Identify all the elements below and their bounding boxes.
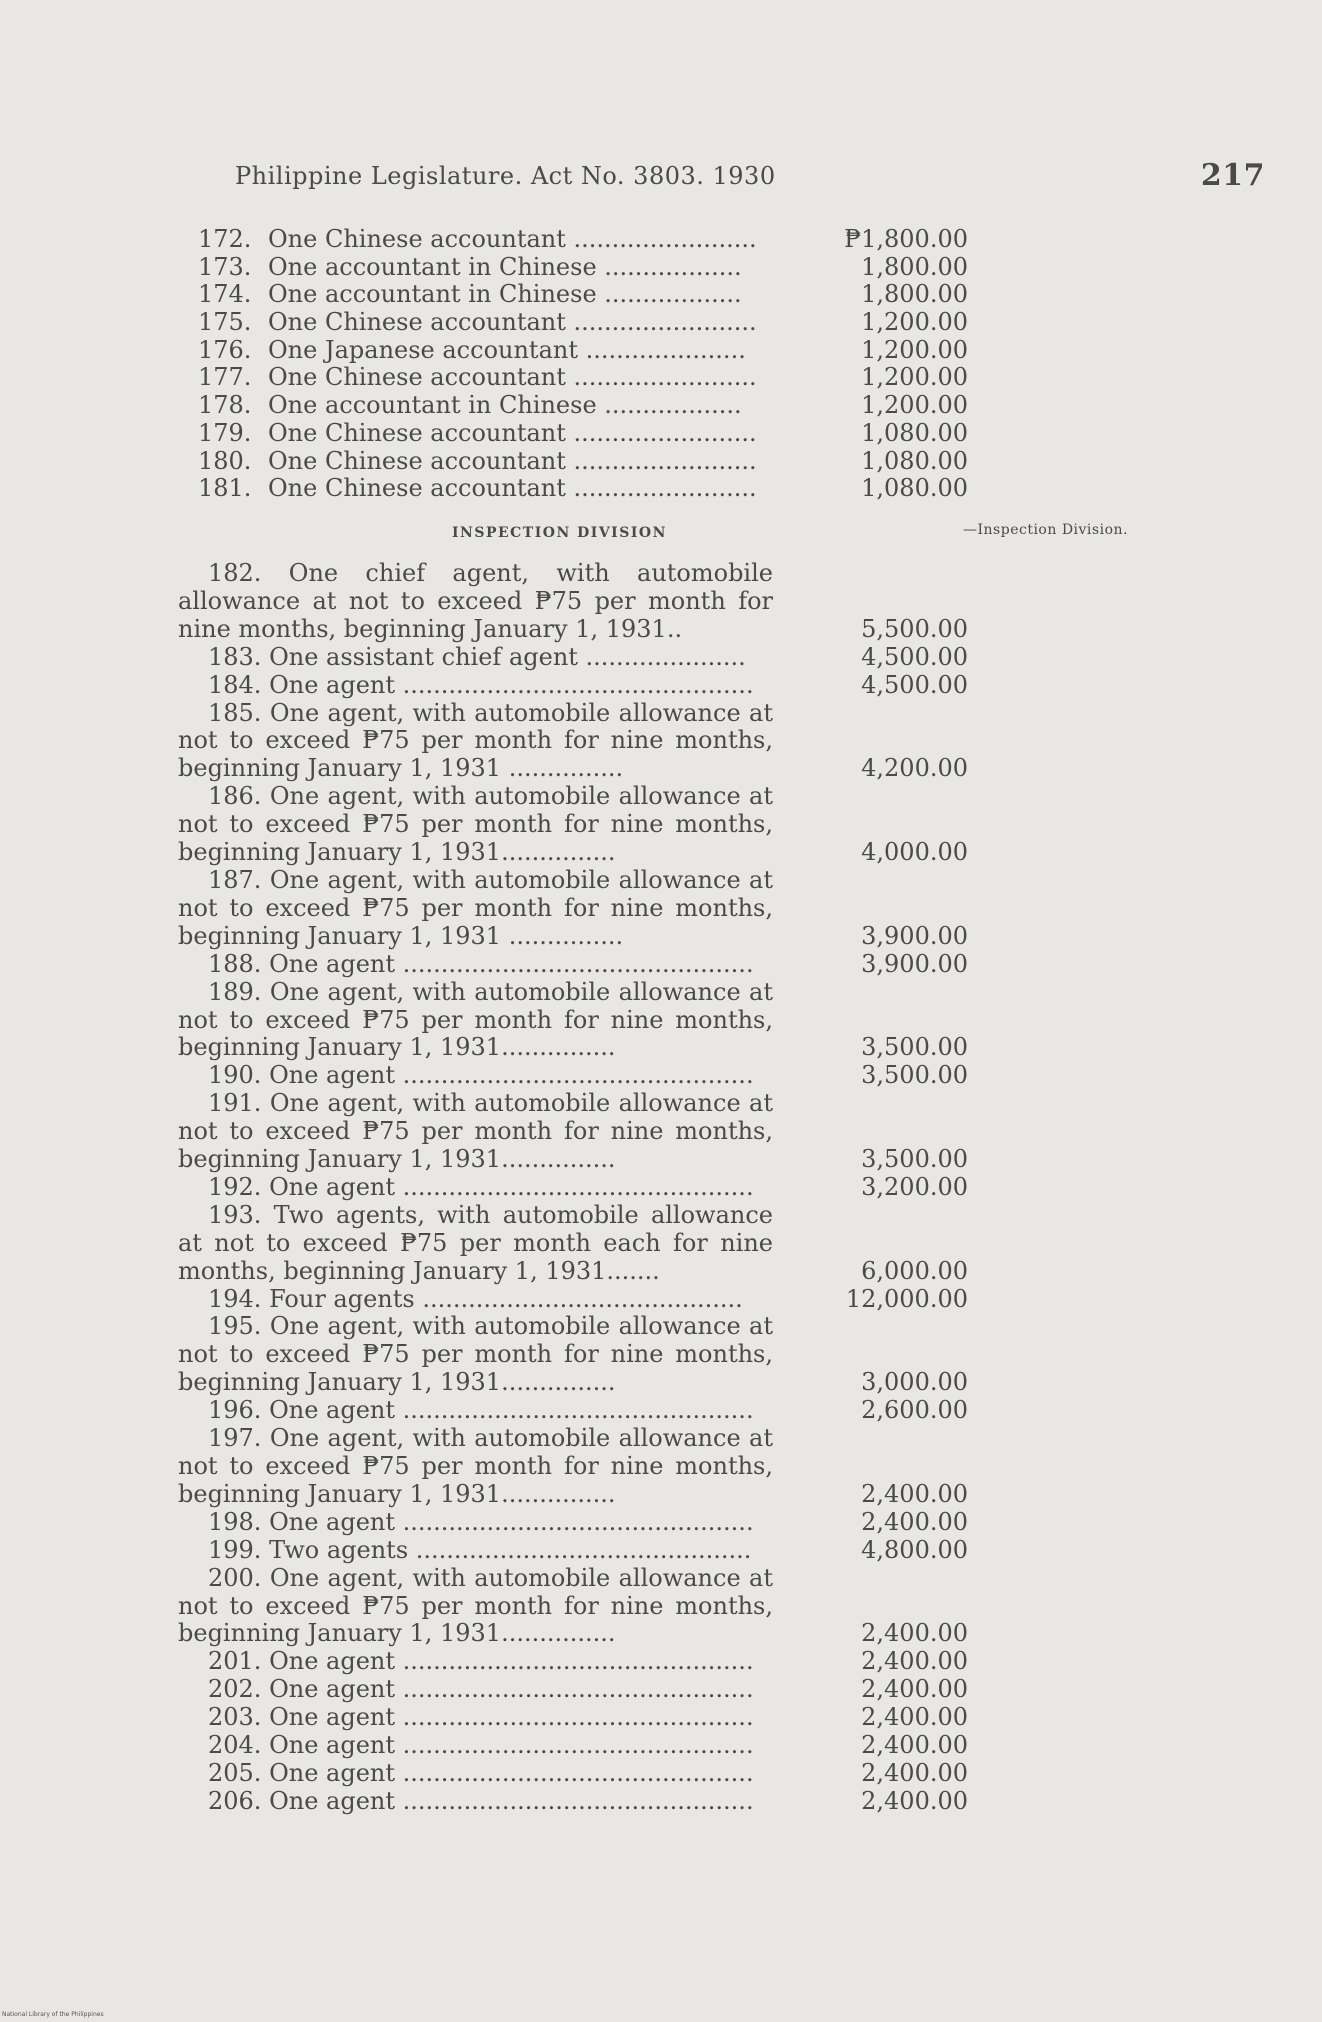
scan-footer: National Library of the Philippines: [2, 2011, 104, 2018]
running-title: Philippine Legislature. Act No. 3803. 1930: [235, 162, 776, 190]
list-item: 179. One Chinese accountant ........................ 1,080.00: [198, 418, 968, 447]
list-item: 201. One agent .............................................. 2,400.00: [208, 1647, 968, 1676]
list-item: 195. One agent, with automobile allowance at not to exceed ₱75 per month for nine months, beginning January 1, 1931............... 3,000.00: [178, 1312, 968, 1397]
list-item: 184. One agent .............................................. 4,500.00: [208, 670, 968, 699]
list-item: 203. One agent .............................................. 2,400.00: [208, 1703, 968, 1732]
list-item: 192. One agent .............................................. 3,200.00: [208, 1172, 968, 1201]
list-item: 193. Two agents, with automobile allowance at not to exceed ₱75 per month each for nine months, beginning January 1, 1931....... 6,000.00: [178, 1200, 968, 1285]
section-heading: INSPECTION DIVISION: [452, 525, 667, 541]
margin-note: —Inspection Division.: [963, 522, 1128, 538]
list-item: 199. Two agents ............................................ 4,800.00: [208, 1535, 968, 1564]
list-item: 177. One Chinese accountant ........................ 1,200.00: [198, 363, 968, 392]
list-item: 206. One agent .............................................. 2,400.00: [208, 1786, 968, 1815]
list-item: 182. One chief agent, with automobile allowance at not to exceed ₱75 per month for nine months, beginning January 1, 1931.. 5,500.00: [178, 559, 968, 643]
accountant-list: [178, 226, 968, 503]
list-item: 178. One accountant in Chinese .................. 1,200.00: [198, 391, 968, 420]
list-item: 200. One agent, with automobile allowance at not to exceed ₱75 per month for nine months, beginning January 1, 1931............... 2,400.00: [178, 1563, 968, 1648]
list-item: 187. One agent, with automobile allowance at not to exceed ₱75 per month for nine months, beginning January 1, 1931 ............... 3,900.00: [178, 865, 968, 950]
list-item: 196. One agent .............................................. 2,600.00: [208, 1396, 968, 1425]
page-header: [235, 158, 1265, 202]
list-item: 205. One agent .............................................. 2,400.00: [208, 1758, 968, 1787]
list-item: 172. One Chinese accountant ........................ ₱1,800.00: [198, 225, 968, 253]
agent-list: [178, 560, 968, 1816]
list-item: 185. One agent, with automobile allowance at not to exceed ₱75 per month for nine months, beginning January 1, 1931 ............... 4,200.00: [178, 698, 968, 783]
list-item: 173. One accountant in Chinese .................. 1,800.00: [198, 252, 968, 281]
list-item: 186. One agent, with automobile allowance at not to exceed ₱75 per month for nine months, beginning January 1, 1931............... 4,000.00: [178, 782, 968, 867]
list-item: 188. One agent .............................................. 3,900.00: [208, 949, 968, 978]
list-item: 176. One Japanese accountant ..................... 1,200.00: [198, 335, 968, 364]
list-item: 190. One agent .............................................. 3,500.00: [208, 1061, 968, 1090]
list-item: 204. One agent .............................................. 2,400.00: [208, 1731, 968, 1760]
list-item: 174. One accountant in Chinese .................. 1,800.00: [198, 280, 968, 309]
list-item: 194. Four agents .......................................... 12,000.00: [208, 1284, 968, 1313]
list-item: 197. One agent, with automobile allowance at not to exceed ₱75 per month for nine months, beginning January 1, 1931............... 2,400.00: [178, 1424, 968, 1508]
list-item: 180. One Chinese accountant ........................ 1,080.00: [198, 446, 968, 475]
list-item: 191. One agent, with automobile allowance at not to exceed ₱75 per month for nine months, beginning January 1, 1931............... 3,500.00: [178, 1089, 968, 1174]
list-item: 175. One Chinese accountant ........................ 1,200.00: [198, 308, 968, 337]
list-item: 202. One agent .............................................. 2,400.00: [208, 1675, 968, 1704]
list-item: 189. One agent, with automobile allowance at not to exceed ₱75 per month for nine months, beginning January 1, 1931............... 3,500.00: [178, 977, 968, 1062]
list-item: 183. One assistant chief agent ..................... 4,500.00: [208, 642, 968, 671]
page-number: 217: [1200, 158, 1265, 193]
list-item: 181. One Chinese accountant ........................ 1,080.00: [198, 474, 968, 503]
list-item: 198. One agent .............................................. 2,400.00: [208, 1507, 968, 1536]
